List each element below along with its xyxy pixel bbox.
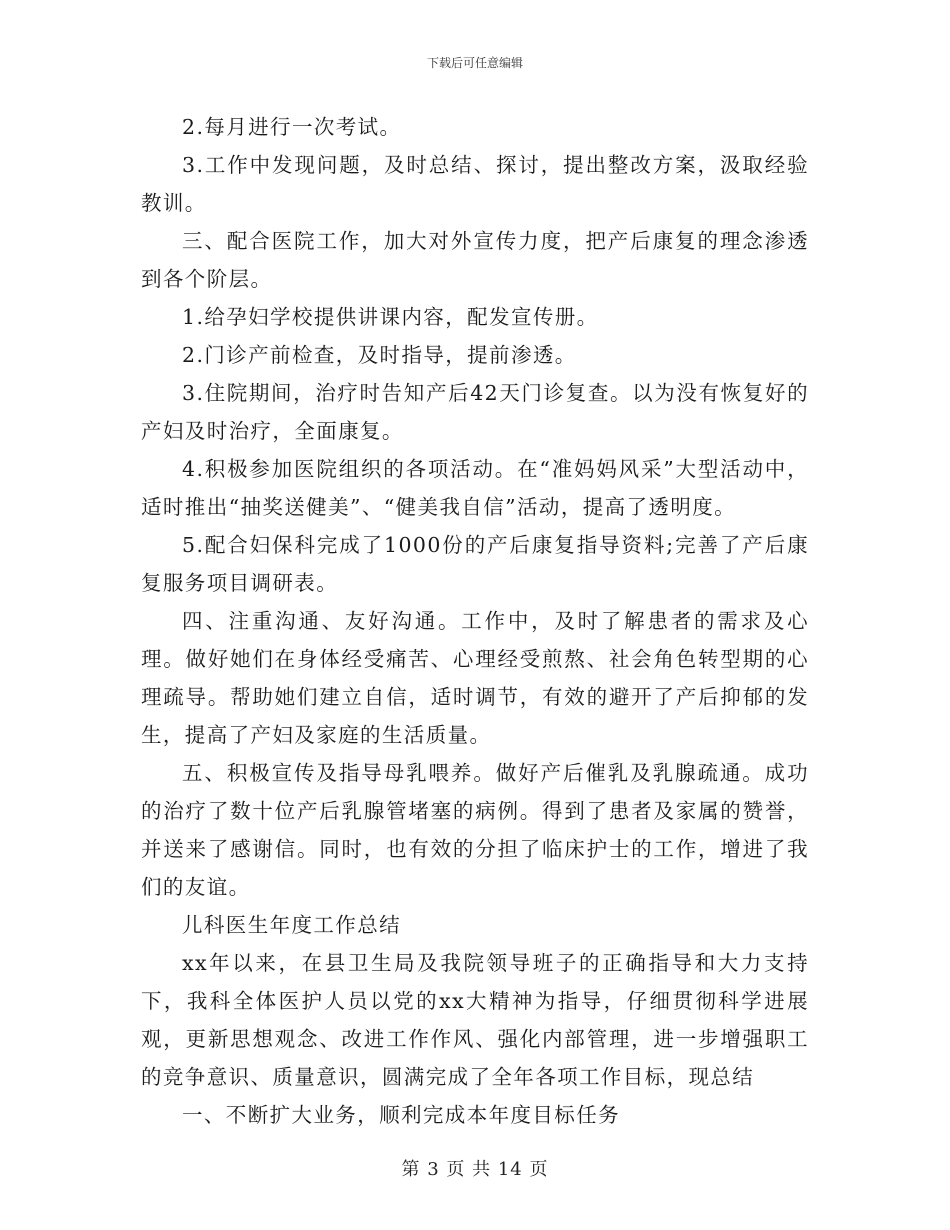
paragraph: xx年以来，在县卫生局及我院领导班子的正确指导和大力支持下，我科全体医护人员以党的xx大精神为指导，仔细贯彻科学进展观，更新思想观念、改进工作作风、强化内部管理，进一步增强职工的竞争意识、质量意识，圆满完成了全年各项工作目标，现总结 — [141, 951, 809, 1089]
paragraph: 2.门诊产前检查，及时指导，提前渗透。 — [182, 343, 577, 367]
paragraph: 2.每月进行一次考试。 — [182, 115, 402, 139]
page-header: 下载后可任意编辑 — [426, 56, 523, 70]
section-title: 儿科医生年度工作总结 — [182, 913, 401, 937]
paragraph: 四、注重沟通、友好沟通。工作中，及时了解患者的需求及心理。做好她们在身体经受痛苦、心理经受煎熬、社会角色转型期的心理疏导。帮助她们建立自信，适时调节，有效的避开了产后抑郁的发生，提高了产妇及家庭的生活质量。 — [141, 609, 809, 747]
paragraph: 一、不断扩大业务，顺利完成本年度目标任务 — [182, 1103, 620, 1127]
paragraph: 五、积极宣传及指导母乳喂养。做好产后催乳及乳腺疏通。成功的治疗了数十位产后乳腺管堵塞的病例。得到了患者及家属的赞誉，并送来了感谢信。同时，也有效的分担了临床护士的工作，增进了我们的友谊。 — [141, 761, 809, 899]
page-footer: 第 3 页 共 14 页 — [401, 1159, 549, 1180]
paragraph: 3.住院期间，治疗时告知产后42天门诊复查。以为没有恢复好的产妇及时治疗，全面康复。 — [141, 381, 809, 443]
paragraph: 1.给孕妇学校提供讲课内容，配发宣传册。 — [182, 305, 599, 329]
paragraph: 5.配合妇保科完成了1000份的产后康复指导资料;完善了产后康复服务项目调研表。 — [141, 533, 809, 595]
paragraph: 4.积极参加医院组织的各项活动。在“准妈妈风采”大型活动中，适时推出“抽奖送健美”、“健美我自信”活动，提高了透明度。 — [141, 457, 809, 519]
paragraph: 3.工作中发现问题，及时总结、探讨，提出整改方案，汲取经验教训。 — [141, 153, 809, 215]
document-body — [141, 108, 809, 1134]
paragraph: 三、配合医院工作，加大对外宣传力度，把产后康复的理念渗透到各个阶层。 — [141, 229, 809, 291]
